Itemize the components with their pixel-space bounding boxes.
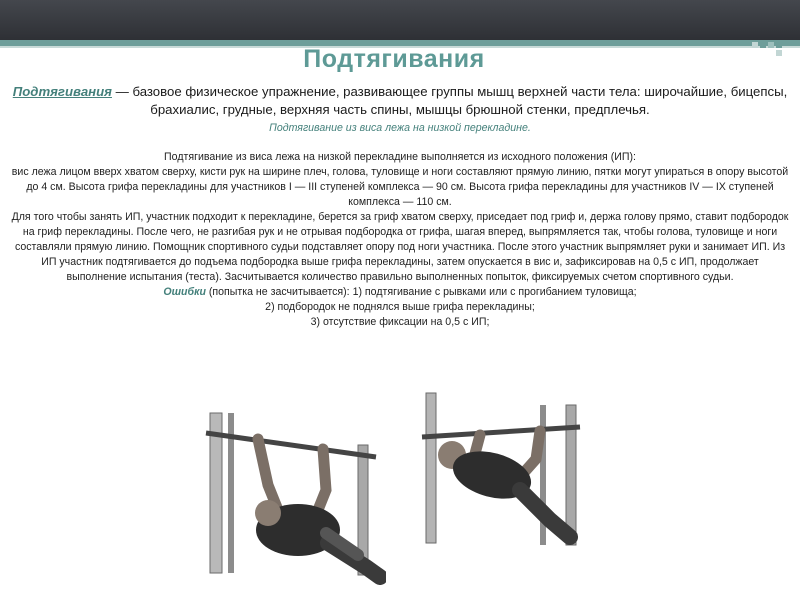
header-bar [0, 0, 800, 40]
body-line: Подтягивание из виса лежа на низкой перекладине выполняется из исходного положения (ИП): [164, 151, 636, 163]
section-caption: Подтягивание из виса лежа на низкой перекладине. [269, 122, 531, 134]
deco-square [776, 50, 782, 56]
corner-decoration [752, 42, 792, 58]
deco-square [760, 42, 766, 48]
rack-post [426, 393, 436, 543]
intro-text: — базовое физическое упражнение, развивающее группы мышц верхней части тела: широчайшие, бицепсы, брахиалис, грудные, верхняя часть спины, мышцы брюшной стенки, предплечья. [111, 84, 788, 117]
errors-term: Ошибки [163, 286, 206, 298]
errors-text: (попытка не засчитывается): 1) подтягивание с рывками или с прогибанием туловища; [205, 286, 637, 298]
bar [422, 427, 580, 437]
deco-square [752, 42, 758, 48]
exercise-illustration [400, 385, 588, 555]
intro-term: Подтягивания [12, 84, 112, 99]
intro-paragraph [10, 83, 790, 119]
arm [258, 439, 278, 510]
errors-line [10, 285, 790, 300]
slide-content [10, 83, 790, 330]
deco-square [768, 42, 774, 48]
exercise-photo-top [400, 385, 588, 555]
head [255, 500, 281, 526]
exercise-photo-start [198, 405, 386, 585]
error-item: 2) подбородок не поднялся выше грифа перекладины; [265, 301, 535, 313]
exercise-illustration [198, 405, 386, 585]
body-paragraph: вис лежа лицом вверх хватом сверху, кисти рук на ширине плеч, голова, туловище и ноги составляют прямую линию, пятки могут упираться в опору высотой до 4 см. Высота грифа перекладины для участников I — III ступеней комплекса — 90 см. Высота грифа перекладины для участников IV — IX ступеней комплекса — 110 см. [11, 166, 789, 208]
deco-square [776, 42, 782, 48]
slide-title: Подтягивания [303, 45, 485, 73]
error-item: 3) отсутствие фиксации на 0,5 с ИП; [310, 316, 490, 328]
body-paragraph: Для того чтобы занять ИП, участник подходит к перекладине, берется за гриф хватом сверху, приседает под гриф и, держа голову прямо, ставит подбородок на гриф перекладины. После чего, не разгибая рук и не отрывая подбородка от грифа, шагая вперед, выпрямляется так, чтобы голова, туловище и ноги составляли прямую линию. Помощник спортивного судьи подставляет опору под ноги участника. После этого участник выпрямляет руки и занимает ИП. Из ИП участник подтягивается до подъема подбородка выше грифа перекладины, затем опускается в вис и, зафиксировав на 0,5 с ИП, продолжает выполнение испытания (теста). Засчитывается количество правильно выполненных попыток, фиксируемых счетом спортивного судьи. [11, 211, 789, 283]
arm [316, 449, 326, 515]
